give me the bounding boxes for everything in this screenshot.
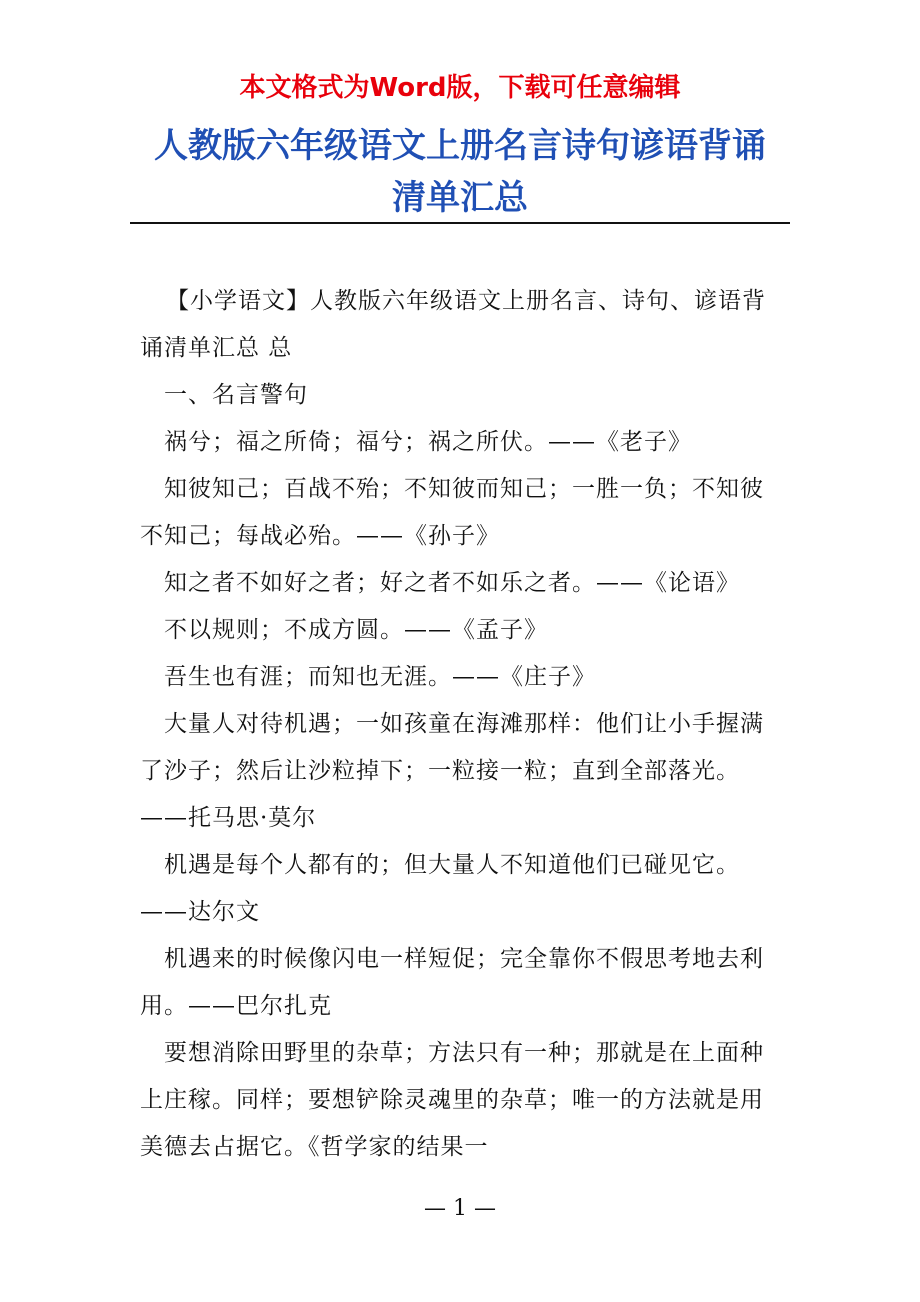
format-notice: 本文格式为Word版，下载可任意编辑 <box>239 73 681 103</box>
section-heading: 一、名言警句 <box>164 382 308 408</box>
intro-paragraph: 【小学语文】人教版六年级语文上册名言、诗句、谚语背诵清单汇总 总 <box>140 288 766 361</box>
quote-paragraph: 大量人对待机遇；一如孩童在海滩那样：他们让小手握满了沙子；然后让沙粒掉下；一粒接一粒；直到全部落光。——托马思·莫尔 <box>140 711 764 831</box>
title-divider <box>130 222 790 224</box>
quote-paragraph: 机遇来的时候像闪电一样短促；完全靠你不假思考地去利用。——巴尔扎克 <box>140 946 764 1019</box>
quote-paragraph: 知彼知己；百战不殆；不知彼而知己；一胜一负；不知彼不知己；每战必殆。——《孙子》 <box>140 476 764 549</box>
page-number: — 1 — <box>424 1196 496 1221</box>
title-line-1: 人教版六年级语文上册名言诗句谚语背诵 <box>154 126 766 166</box>
quote-paragraph: 不以规则；不成方圆。——《孟子》 <box>164 617 548 643</box>
title-line-2: 清单汇总 <box>392 178 528 218</box>
quote-paragraph: 机遇是每个人都有的；但大量人不知道他们已碰见它。——达尔文 <box>140 852 740 925</box>
quote-paragraph: 知之者不如好之者；好之者不如乐之者。——《论语》 <box>164 570 740 596</box>
document-title <box>140 120 780 224</box>
document-body <box>140 278 782 1171</box>
quote-paragraph: 祸兮；福之所倚；福兮；祸之所伏。——《老子》 <box>164 429 692 455</box>
quote-paragraph: 吾生也有涯；而知也无涯。——《庄子》 <box>164 664 596 690</box>
quote-paragraph: 要想消除田野里的杂草；方法只有一种；那就是在上面种上庄稼。同样；要想铲除灵魂里的杂草；唯一的方法就是用美德去占据它。《哲学家的结果一 <box>140 1040 764 1160</box>
